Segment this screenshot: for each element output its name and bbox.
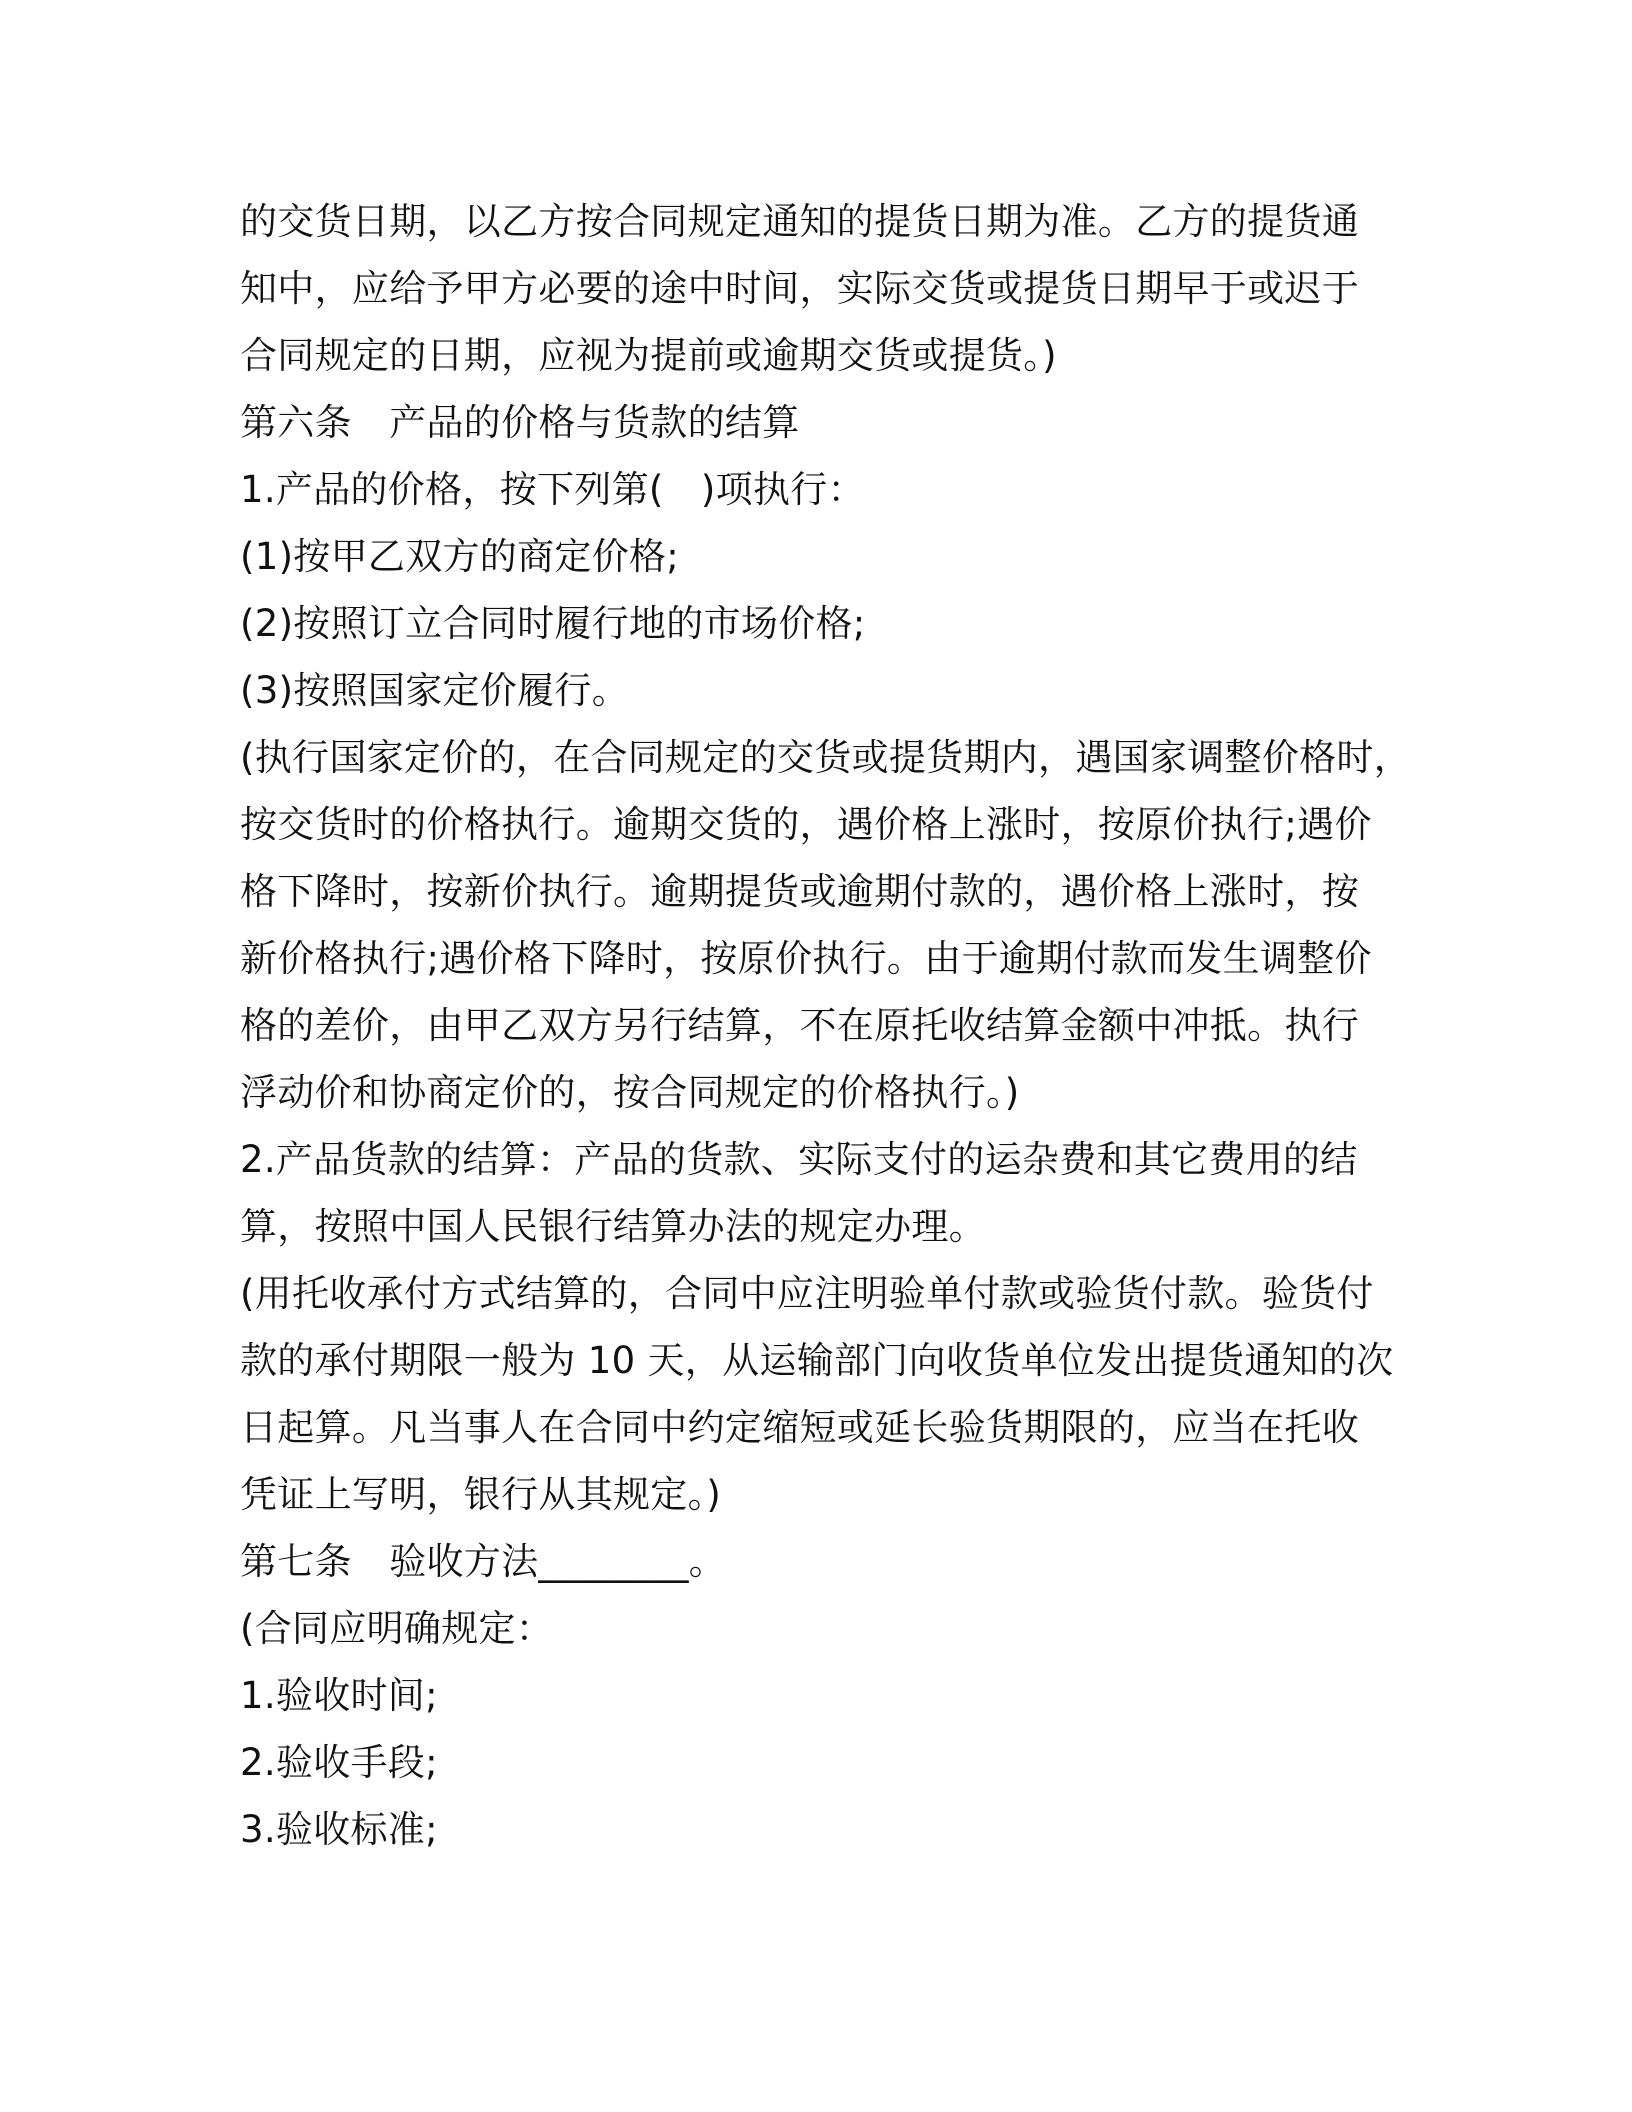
text-line: 款的承付期限一般为 10 天，从运输部门向收货单位发出提货通知的次 [240,1339,1394,1382]
text-line: 算，按照中国人民银行结算办法的规定办理。 [240,1205,986,1248]
text-line: 浮动价和协商定价的，按合同规定的价格执行。) [240,1071,1020,1114]
list-item: (1)按甲乙双方的商定价格; [240,535,680,578]
list-item: 1.验收时间; [240,1674,438,1717]
text-line: 凭证上写明，银行从其规定。) [240,1473,722,1516]
section-heading-article-7: 第七条 验收方法________。 [240,1540,727,1583]
text-line: 新价格执行;遇价格下降时，按原价执行。由于逾期付款而发生调整价 [240,937,1372,980]
text-line: 1.产品的价格，按下列第( )项执行： [240,468,865,511]
document-body [240,188,1412,1863]
text-line: 按交货时的价格执行。逾期交货的，遇价格上涨时，按原价执行;遇价 [240,803,1372,846]
text-line: 日起算。凡当事人在合同中约定缩短或延长验货期限的，应当在托收 [240,1406,1359,1449]
text-line: (合同应明确规定： [240,1607,554,1650]
list-item: 3.验收标准; [240,1808,438,1851]
list-item: (2)按照订立合同时履行地的市场价格; [240,602,866,645]
text-line: 格下降时，按新价执行。逾期提货或逾期付款的，遇价格上涨时，按 [240,870,1359,913]
text-line: 知中，应给予甲方必要的途中时间，实际交货或提货日期早于或迟于 [240,267,1359,310]
text-line: (用托收承付方式结算的，合同中应注明验单付款或验货付款。验货付 [240,1272,1374,1315]
section-heading-article-6: 第六条 产品的价格与货款的结算 [240,401,800,444]
text-line: 合同规定的日期，应视为提前或逾期交货或提货。) [240,334,1057,377]
text-line: 2.产品货款的结算：产品的货款、实际支付的运杂费和其它费用的结 [240,1138,1358,1181]
text-line: 格的差价，由甲乙双方另行结算，不在原托收结算金额中冲抵。执行 [240,1004,1359,1047]
text-line: 的交货日期，以乙方按合同规定通知的提货日期为准。乙方的提货通 [240,200,1359,243]
list-item: 2.验收手段; [240,1741,438,1784]
list-item: (3)按照国家定价履行。 [240,669,630,712]
text-line: (执行国家定价的，在合同规定的交货或提货期内，遇国家调整价格时， [240,736,1412,779]
